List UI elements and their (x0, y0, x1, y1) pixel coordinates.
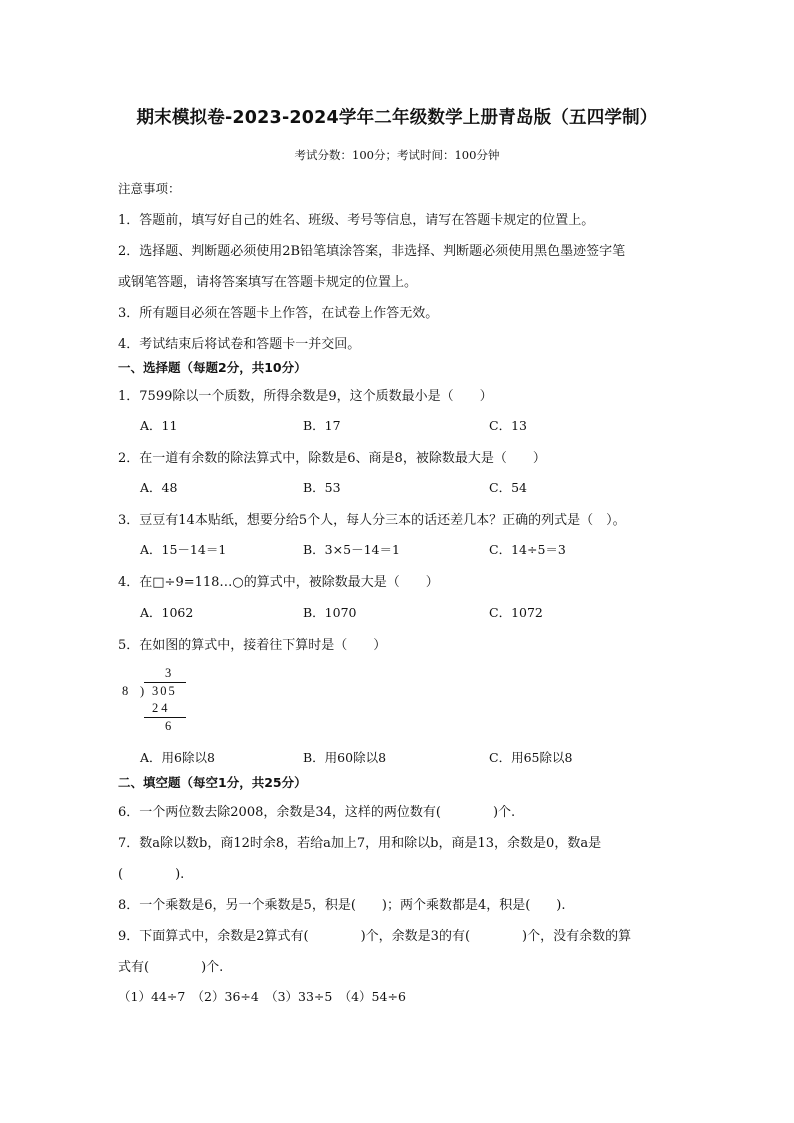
option-c: C．用65除以8 (489, 750, 573, 765)
notes-heading: 注意事项： (118, 181, 181, 196)
page-title: 期末模拟卷-2023-2024学年二年级数学上册青岛版（五四学制） (136, 108, 658, 128)
option-a: A．1062 (140, 605, 194, 620)
division-quotient: 3 (165, 666, 172, 680)
option-a: A．11 (140, 418, 178, 433)
division-dividend: 305 (152, 684, 177, 698)
option-c: C．14÷5＝3 (489, 542, 566, 557)
option-b: B．17 (303, 418, 341, 433)
option-c: C．1072 (489, 605, 543, 620)
note-item: 或钢笔答题，请将答案填写在答题卡规定的位置上。 (118, 275, 418, 290)
option-b: B．53 (303, 480, 341, 495)
division-bar (144, 682, 186, 683)
option-a: A．15－14＝1 (140, 542, 227, 557)
question-stem: 4．在□÷9=118…○的算式中，被除数最大是（ ） (118, 575, 439, 590)
option-b: B．3×5－14＝1 (303, 542, 400, 557)
section-heading-fill: 二、填空题（每空1分，共25分） (118, 775, 307, 790)
question-stem: 1．7599除以一个质数，所得余数是9，这个质数最小是（ ） (118, 389, 493, 404)
division-product: 24 (152, 701, 171, 715)
note-item: 4．考试结束后将试卷和答题卡一并交回。 (118, 337, 361, 352)
option-b: B．1070 (303, 605, 357, 620)
note-item: 2．选择题、判断题必须使用2B铅笔填涂答案，非选择、判断题必须使用黑色墨迹签字笔 (118, 244, 626, 259)
question-text: ( ). (118, 867, 185, 882)
division-bracket: ) (140, 684, 145, 698)
long-division-figure (118, 666, 198, 736)
question-text: 7．数a除以数b，商12时余8，若给a加上7，用和除以b，商是13，余数是0，数a是 (118, 836, 602, 851)
option-a: A．48 (140, 480, 178, 495)
division-bar (144, 717, 186, 718)
question-text: 8．一个乘数是6，另一个乘数是5，积是( )；两个乘数都是4，积是( ). (118, 898, 566, 913)
note-item: 3．所有题目必须在答题卡上作答，在试卷上作答无效。 (118, 306, 439, 321)
question-text: 式有( )个. (118, 960, 224, 975)
option-c: C．13 (489, 418, 527, 433)
option-b: B．用60除以8 (303, 750, 387, 765)
question-stem: 3．豆豆有14本贴纸，想要分给5个人，每人分三本的话还差几本？正确的列式是（ ）。 (118, 513, 626, 528)
question-stem: 2．在一道有余数的除法算式中，除数是6、商是8，被除数最大是（ ） (118, 451, 546, 466)
option-a: A．用6除以8 (140, 750, 215, 765)
exam-info: 考试分数：100分；考试时间：100分钟 (294, 148, 500, 162)
question-text: 9．下面算式中，余数是2算式有( )个，余数是3的有( )个，没有余数的算 (118, 929, 632, 944)
option-c: C．54 (489, 480, 527, 495)
question-text: （1）44÷7 （2）36÷4 （3）33÷5 （4）54÷6 (118, 989, 406, 1004)
section-heading-choice: 一、选择题（每题2分，共10分） (118, 360, 307, 375)
note-item: 1．答题前，填写好自己的姓名、班级、考号等信息，请写在答题卡规定的位置上。 (118, 213, 595, 228)
division-remainder: 6 (165, 719, 172, 733)
question-text: 6．一个两位数去除2008，余数是34，这样的两位数有( )个. (118, 805, 516, 820)
division-divisor: 8 (122, 684, 129, 698)
question-stem: 5．在如图的算式中，接着往下算时是（ ） (118, 638, 387, 653)
